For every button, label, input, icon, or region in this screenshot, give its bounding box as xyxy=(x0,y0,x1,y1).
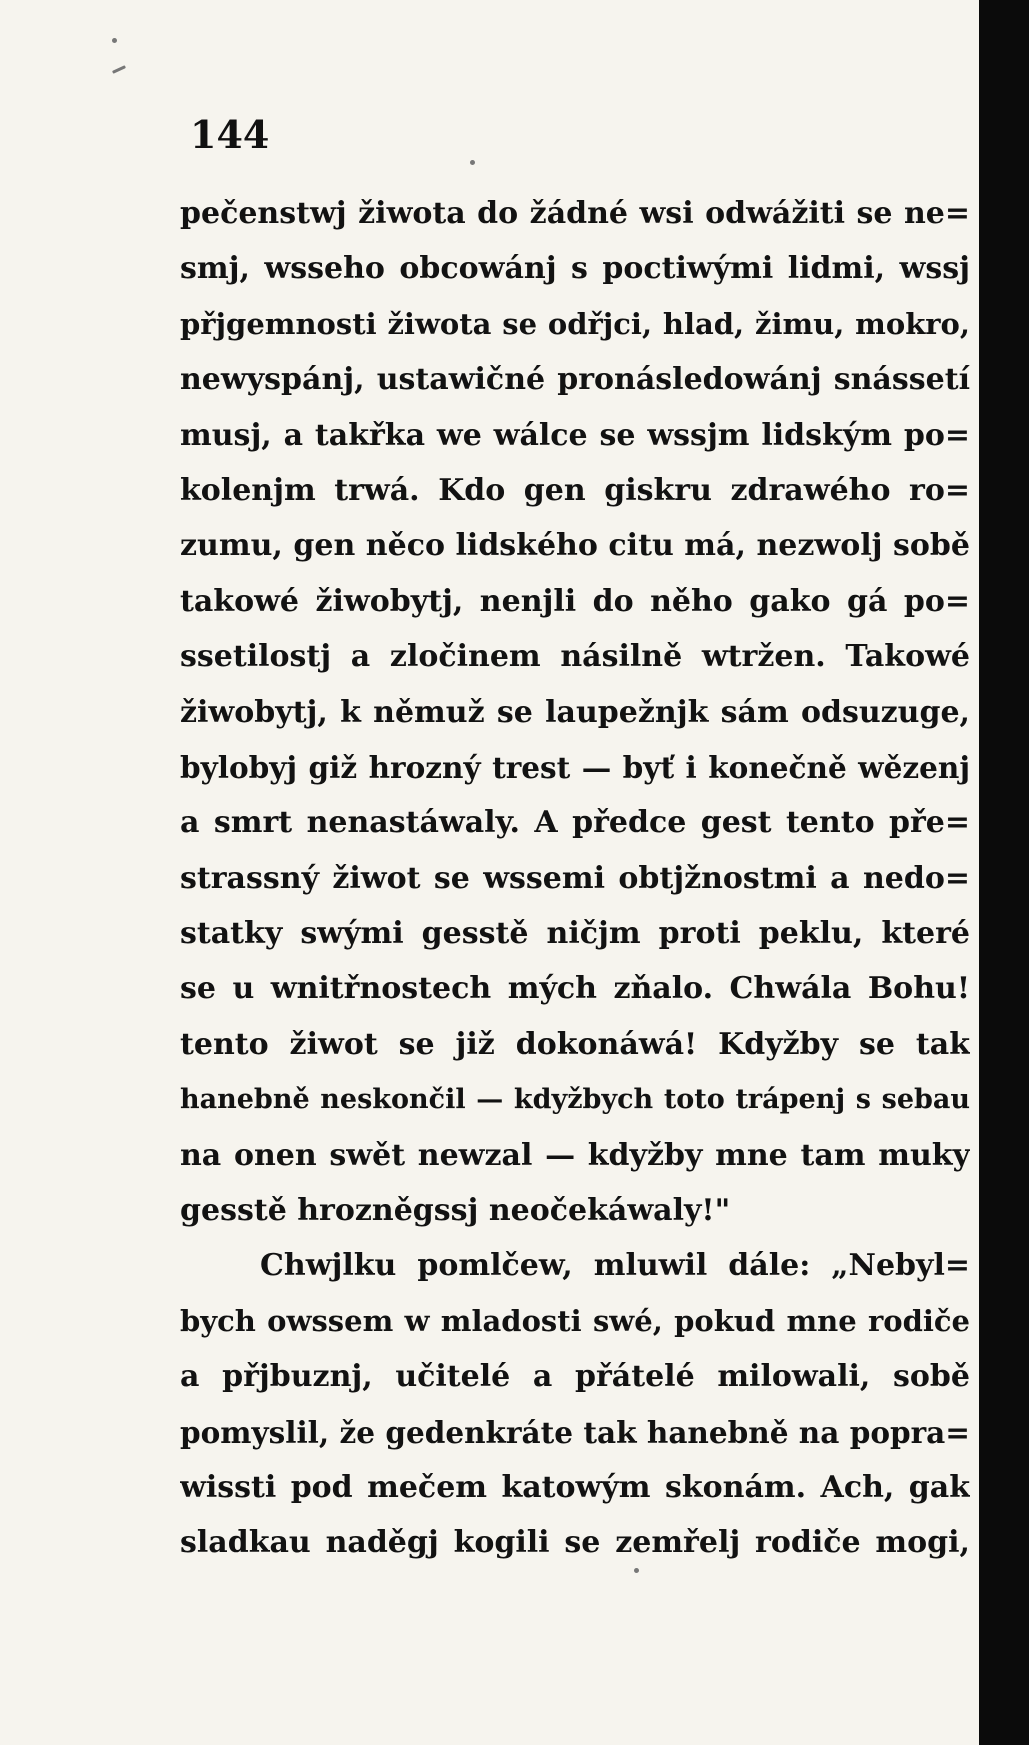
text-line: zumu, gen něco lidského citu má, nezwolj sobě xyxy=(180,528,970,564)
page-number: 144 xyxy=(190,112,270,157)
text-line: hanebně neskončil — kdyžbych toto trápenj s sebau xyxy=(180,1084,970,1116)
text-line: bylobyj giž hrozný trest — byť i konečně wězenj xyxy=(180,749,970,785)
speck xyxy=(112,38,117,43)
text-line: pečenstwj žiwota do žádné wsi odwážiti se ne= xyxy=(180,196,970,231)
text-line: musj, a takřka we wálce se wssjm lidským po= xyxy=(180,417,970,453)
text-line: sladkau naděgj kogili se zemřelj rodiče mogi, xyxy=(180,1525,970,1561)
text-line: Chwjlku pomlčew, mluwil dále: „Nebyl= xyxy=(260,1248,970,1284)
text-line: se u wnitřnostech mých zňalo. Chwála Bohu! xyxy=(180,971,970,1007)
text-line: statky swými gesstě ničjm proti peklu, které xyxy=(180,916,970,952)
text-line: pomyslil, že gedenkráte tak hanebně na popra= xyxy=(180,1414,970,1450)
text-line: kolenjm trwá. Kdo gen giskru zdrawého ro= xyxy=(180,472,970,508)
text-line: newyspánj, ustawičné pronásledowánj snássetí xyxy=(180,362,970,398)
text-line: takowé žiwobytj, nenjli do něho gako gá po= xyxy=(180,583,970,619)
body-text xyxy=(180,186,970,1571)
text-line: žiwobytj, k němuž se laupežnjk sám odsuzuge, xyxy=(180,694,970,730)
text-line: wissti pod mečem katowým skonám. Ach, gak xyxy=(180,1469,970,1505)
text-line: bych owssem w mladosti swé, pokud mne rodiče xyxy=(180,1303,970,1338)
text-line: ssetilostj a zločinem násilně wtržen. Takowé xyxy=(180,639,970,675)
text-line: na onen swět newzal — kdyžby mne tam muky xyxy=(180,1137,970,1173)
text-line: smj, wsseho obcowánj s poctiwými lidmi, wssj xyxy=(180,251,970,287)
text-line: a smrt nenastáwaly. A předce gest tento pře= xyxy=(180,805,970,841)
text-line: strassný žiwot se wssemi obtjžnostmi a nedo= xyxy=(180,860,970,896)
text-line: gesstě hrozněgssj neočekáwaly!" xyxy=(180,1193,731,1229)
text-line: přjgemnosti žiwota se odřjci, hlad, žimu, mokro, xyxy=(180,306,970,341)
speck xyxy=(112,65,126,74)
text-line: a přjbuznj, učitelé a přátelé milowali, sobě xyxy=(180,1359,970,1395)
text-line: tento žiwot se již dokonáwá! Kdyžby se tak xyxy=(180,1026,970,1062)
speck xyxy=(470,160,475,165)
